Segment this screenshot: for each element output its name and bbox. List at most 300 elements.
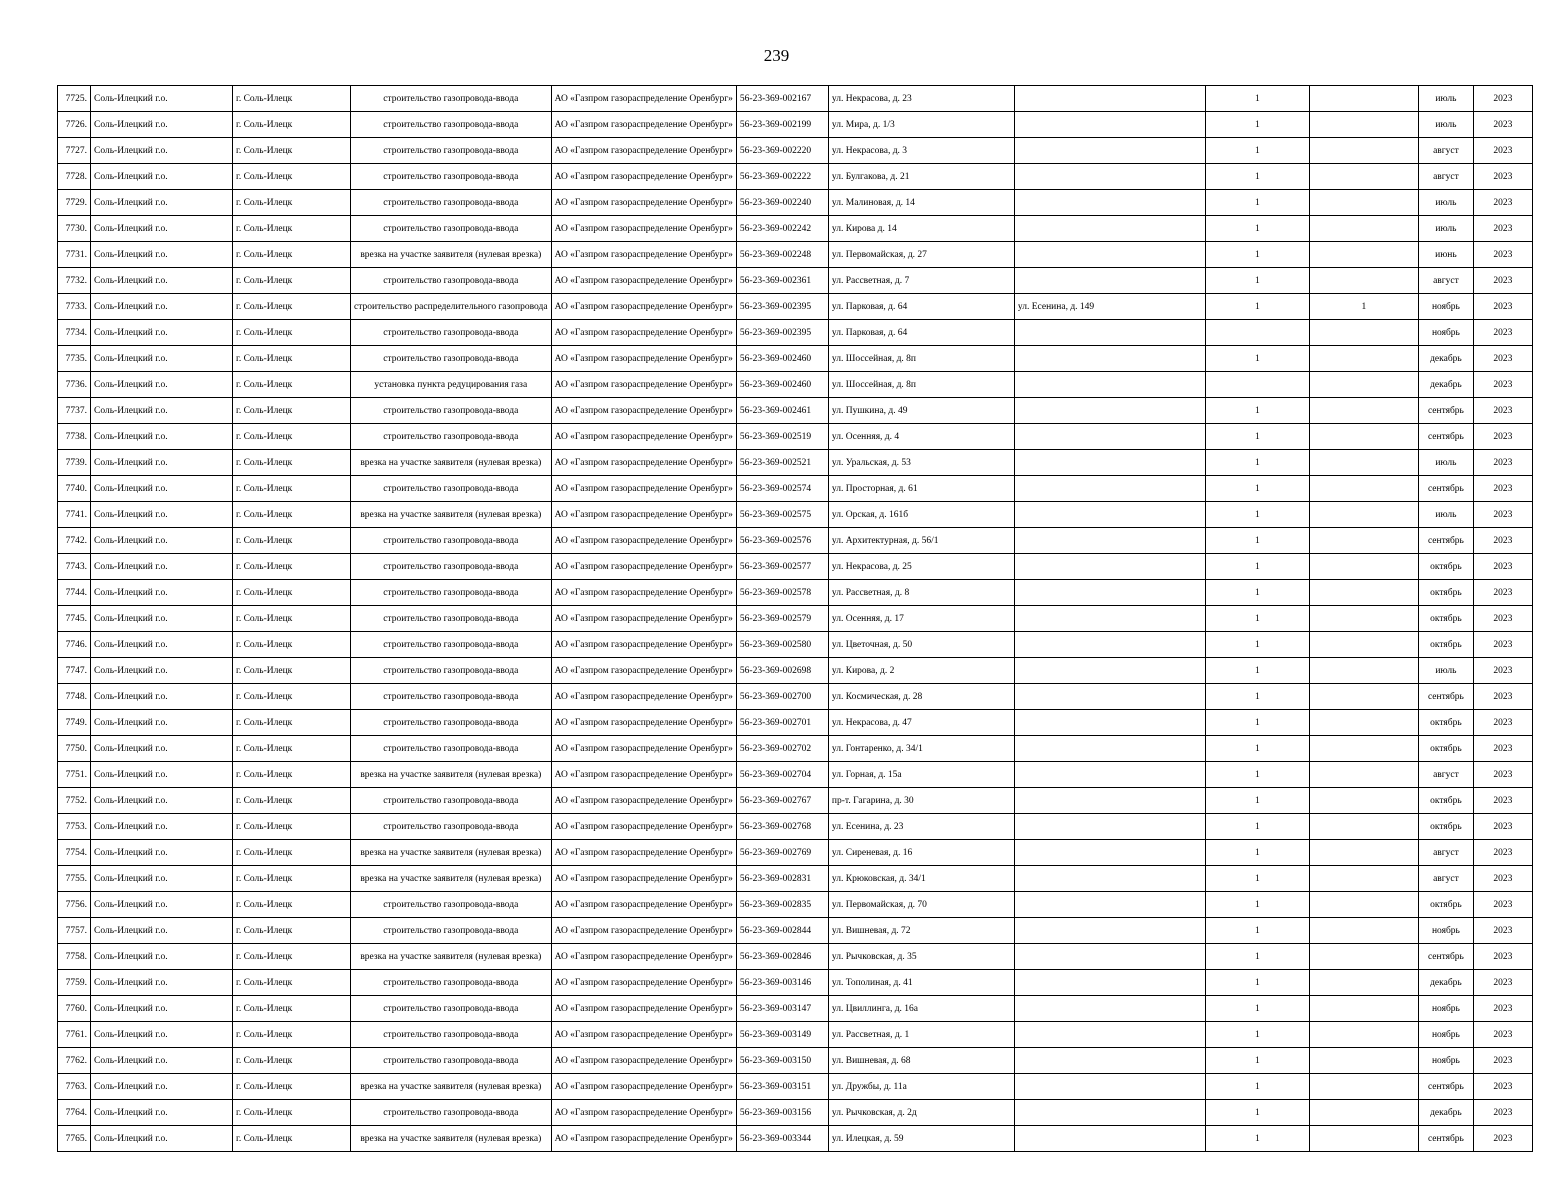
settlement-cell: г. Соль-Илецк: [233, 346, 351, 372]
quantity-cell: 1: [1205, 112, 1309, 138]
year-cell: 2023: [1473, 710, 1532, 736]
quantity-cell: 1: [1205, 814, 1309, 840]
request-code-cell: 56-23-369-002835: [736, 892, 828, 918]
table-row: [58, 138, 1533, 164]
quantity-cell: 1: [1205, 866, 1309, 892]
address-cell: ул. Некрасова, д. 47: [828, 710, 1014, 736]
settlement-cell: г. Соль-Илецк: [233, 710, 351, 736]
month-cell: ноябрь: [1418, 996, 1473, 1022]
month-cell: октябрь: [1418, 632, 1473, 658]
month-cell: декабрь: [1418, 372, 1473, 398]
quantity-cell: 1: [1205, 736, 1309, 762]
table-row: [58, 840, 1533, 866]
address-cell: ул. Парковая, д. 64: [828, 320, 1014, 346]
district-cell: Соль-Илецкий г.о.: [91, 450, 233, 476]
quantity-extra-cell: [1309, 892, 1418, 918]
organization-cell: АО «Газпром газораспределение Оренбург»: [551, 320, 736, 346]
organization-cell: АО «Газпром газораспределение Оренбург»: [551, 970, 736, 996]
quantity-extra-cell: [1309, 606, 1418, 632]
table-row: [58, 736, 1533, 762]
quantity-cell: 1: [1205, 918, 1309, 944]
table-row: [58, 658, 1533, 684]
month-cell: июль: [1418, 86, 1473, 112]
settlement-cell: г. Соль-Илецк: [233, 944, 351, 970]
row-number: 7748.: [58, 684, 91, 710]
settlement-cell: г. Соль-Илецк: [233, 372, 351, 398]
address-cell: ул. Малиновая, д. 14: [828, 190, 1014, 216]
organization-cell: АО «Газпром газораспределение Оренбург»: [551, 606, 736, 632]
work-type-cell: строительство газопровода-ввода: [351, 710, 552, 736]
request-code-cell: 56-23-369-002575: [736, 502, 828, 528]
district-cell: Соль-Илецкий г.о.: [91, 1022, 233, 1048]
row-number: 7736.: [58, 372, 91, 398]
row-number: 7742.: [58, 528, 91, 554]
work-type-cell: строительство газопровода-ввода: [351, 684, 552, 710]
year-cell: 2023: [1473, 840, 1532, 866]
quantity-cell: 1: [1205, 788, 1309, 814]
month-cell: ноябрь: [1418, 918, 1473, 944]
request-code-cell: 56-23-369-002361: [736, 268, 828, 294]
organization-cell: АО «Газпром газораспределение Оренбург»: [551, 242, 736, 268]
district-cell: Соль-Илецкий г.о.: [91, 294, 233, 320]
year-cell: 2023: [1473, 1074, 1532, 1100]
settlement-cell: г. Соль-Илецк: [233, 138, 351, 164]
request-code-cell: 56-23-369-002395: [736, 294, 828, 320]
row-number: 7745.: [58, 606, 91, 632]
settlement-cell: г. Соль-Илецк: [233, 580, 351, 606]
quantity-cell: 1: [1205, 242, 1309, 268]
work-type-cell: строительство распределительного газопровода: [351, 294, 552, 320]
address-extra-cell: [1014, 190, 1205, 216]
quantity-extra-cell: [1309, 164, 1418, 190]
settlement-cell: г. Соль-Илецк: [233, 294, 351, 320]
row-number: 7759.: [58, 970, 91, 996]
table-row: [58, 424, 1533, 450]
table-row: [58, 450, 1533, 476]
table-row: [58, 606, 1533, 632]
row-number: 7753.: [58, 814, 91, 840]
request-code-cell: 56-23-369-002577: [736, 554, 828, 580]
year-cell: 2023: [1473, 216, 1532, 242]
table-body: [58, 86, 1533, 1152]
quantity-extra-cell: [1309, 788, 1418, 814]
work-type-cell: врезка на участке заявителя (нулевая врезка): [351, 944, 552, 970]
quantity-cell: 1: [1205, 970, 1309, 996]
year-cell: 2023: [1473, 372, 1532, 398]
settlement-cell: г. Соль-Илецк: [233, 606, 351, 632]
quantity-extra-cell: [1309, 996, 1418, 1022]
year-cell: 2023: [1473, 944, 1532, 970]
address-extra-cell: [1014, 554, 1205, 580]
district-cell: Соль-Илецкий г.о.: [91, 632, 233, 658]
address-extra-cell: [1014, 164, 1205, 190]
quantity-cell: 1: [1205, 86, 1309, 112]
request-code-cell: 56-23-369-002248: [736, 242, 828, 268]
year-cell: 2023: [1473, 164, 1532, 190]
quantity-extra-cell: [1309, 138, 1418, 164]
address-cell: ул. Первомайская, д. 27: [828, 242, 1014, 268]
quantity-cell: 1: [1205, 1126, 1309, 1152]
row-number: 7762.: [58, 1048, 91, 1074]
quantity-cell: 1: [1205, 996, 1309, 1022]
table-row: [58, 970, 1533, 996]
address-cell: ул. Осенняя, д. 17: [828, 606, 1014, 632]
row-number: 7761.: [58, 1022, 91, 1048]
work-type-cell: строительство газопровода-ввода: [351, 996, 552, 1022]
district-cell: Соль-Илецкий г.о.: [91, 892, 233, 918]
address-extra-cell: [1014, 502, 1205, 528]
organization-cell: АО «Газпром газораспределение Оренбург»: [551, 138, 736, 164]
work-type-cell: врезка на участке заявителя (нулевая врезка): [351, 450, 552, 476]
year-cell: 2023: [1473, 86, 1532, 112]
district-cell: Соль-Илецкий г.о.: [91, 684, 233, 710]
address-extra-cell: ул. Есенина, д. 149: [1014, 294, 1205, 320]
address-extra-cell: [1014, 632, 1205, 658]
district-cell: Соль-Илецкий г.о.: [91, 970, 233, 996]
row-number: 7744.: [58, 580, 91, 606]
organization-cell: АО «Газпром газораспределение Оренбург»: [551, 866, 736, 892]
settlement-cell: г. Соль-Илецк: [233, 216, 351, 242]
work-type-cell: строительство газопровода-ввода: [351, 1100, 552, 1126]
request-code-cell: 56-23-369-002704: [736, 762, 828, 788]
address-extra-cell: [1014, 710, 1205, 736]
organization-cell: АО «Газпром газораспределение Оренбург»: [551, 1022, 736, 1048]
settlement-cell: г. Соль-Илецк: [233, 918, 351, 944]
month-cell: сентябрь: [1418, 398, 1473, 424]
year-cell: 2023: [1473, 242, 1532, 268]
request-code-cell: 56-23-369-002521: [736, 450, 828, 476]
year-cell: 2023: [1473, 632, 1532, 658]
settlement-cell: г. Соль-Илецк: [233, 502, 351, 528]
address-extra-cell: [1014, 866, 1205, 892]
table-row: [58, 762, 1533, 788]
address-cell: ул. Шоссейная, д. 8п: [828, 346, 1014, 372]
settlement-cell: г. Соль-Илецк: [233, 970, 351, 996]
quantity-extra-cell: 1: [1309, 294, 1418, 320]
organization-cell: АО «Газпром газораспределение Оренбург»: [551, 840, 736, 866]
address-cell: ул. Сиреневая, д. 16: [828, 840, 1014, 866]
work-type-cell: строительство газопровода-ввода: [351, 580, 552, 606]
quantity-extra-cell: [1309, 424, 1418, 450]
request-code-cell: 56-23-369-002700: [736, 684, 828, 710]
request-code-cell: 56-23-369-002769: [736, 840, 828, 866]
address-extra-cell: [1014, 112, 1205, 138]
table-row: [58, 866, 1533, 892]
quantity-extra-cell: [1309, 840, 1418, 866]
address-extra-cell: [1014, 268, 1205, 294]
year-cell: 2023: [1473, 398, 1532, 424]
organization-cell: АО «Газпром газораспределение Оренбург»: [551, 216, 736, 242]
address-extra-cell: [1014, 1074, 1205, 1100]
work-type-cell: строительство газопровода-ввода: [351, 346, 552, 372]
district-cell: Соль-Илецкий г.о.: [91, 788, 233, 814]
year-cell: 2023: [1473, 892, 1532, 918]
address-cell: ул. Парковая, д. 64: [828, 294, 1014, 320]
month-cell: сентябрь: [1418, 476, 1473, 502]
quantity-extra-cell: [1309, 346, 1418, 372]
address-cell: ул. Просторная, д. 61: [828, 476, 1014, 502]
request-code-cell: 56-23-369-002519: [736, 424, 828, 450]
work-type-cell: строительство газопровода-ввода: [351, 268, 552, 294]
table-row: [58, 1126, 1533, 1152]
district-cell: Соль-Илецкий г.о.: [91, 190, 233, 216]
quantity-cell: 1: [1205, 138, 1309, 164]
work-type-cell: строительство газопровода-ввода: [351, 164, 552, 190]
work-type-cell: строительство газопровода-ввода: [351, 424, 552, 450]
organization-cell: АО «Газпром газораспределение Оренбург»: [551, 736, 736, 762]
organization-cell: АО «Газпром газораспределение Оренбург»: [551, 164, 736, 190]
row-number: 7751.: [58, 762, 91, 788]
request-code-cell: 56-23-369-002460: [736, 372, 828, 398]
request-code-cell: 56-23-369-002220: [736, 138, 828, 164]
address-extra-cell: [1014, 788, 1205, 814]
address-cell: ул. Есенина, д. 23: [828, 814, 1014, 840]
month-cell: декабрь: [1418, 346, 1473, 372]
settlement-cell: г. Соль-Илецк: [233, 450, 351, 476]
month-cell: июль: [1418, 190, 1473, 216]
district-cell: Соль-Илецкий г.о.: [91, 1100, 233, 1126]
address-extra-cell: [1014, 580, 1205, 606]
quantity-extra-cell: [1309, 684, 1418, 710]
row-number: 7738.: [58, 424, 91, 450]
settlement-cell: г. Соль-Илецк: [233, 1100, 351, 1126]
quantity-extra-cell: [1309, 268, 1418, 294]
year-cell: 2023: [1473, 866, 1532, 892]
row-number: 7739.: [58, 450, 91, 476]
quantity-cell: 1: [1205, 346, 1309, 372]
district-cell: Соль-Илецкий г.о.: [91, 1126, 233, 1152]
organization-cell: АО «Газпром газораспределение Оренбург»: [551, 658, 736, 684]
organization-cell: АО «Газпром газораспределение Оренбург»: [551, 580, 736, 606]
year-cell: 2023: [1473, 658, 1532, 684]
address-cell: ул. Цветочная, д. 50: [828, 632, 1014, 658]
row-number: 7733.: [58, 294, 91, 320]
district-cell: Соль-Илецкий г.о.: [91, 762, 233, 788]
work-type-cell: строительство газопровода-ввода: [351, 632, 552, 658]
table-row: [58, 502, 1533, 528]
row-number: 7758.: [58, 944, 91, 970]
request-code-cell: 56-23-369-002199: [736, 112, 828, 138]
district-cell: Соль-Илецкий г.о.: [91, 1048, 233, 1074]
quantity-cell: 1: [1205, 1022, 1309, 1048]
row-number: 7749.: [58, 710, 91, 736]
quantity-cell: 1: [1205, 1100, 1309, 1126]
address-cell: ул. Рычковская, д. 2д: [828, 1100, 1014, 1126]
district-cell: Соль-Илецкий г.о.: [91, 996, 233, 1022]
district-cell: Соль-Илецкий г.о.: [91, 372, 233, 398]
row-number: 7746.: [58, 632, 91, 658]
row-number: 7741.: [58, 502, 91, 528]
quantity-cell: 1: [1205, 398, 1309, 424]
address-cell: ул. Орская, д. 161б: [828, 502, 1014, 528]
address-extra-cell: [1014, 1048, 1205, 1074]
work-type-cell: установка пункта редуцирования газа: [351, 372, 552, 398]
address-cell: ул. Шоссейная, д. 8п: [828, 372, 1014, 398]
request-code-cell: 56-23-369-003344: [736, 1126, 828, 1152]
table-row: [58, 554, 1533, 580]
address-extra-cell: [1014, 372, 1205, 398]
month-cell: август: [1418, 164, 1473, 190]
year-cell: 2023: [1473, 528, 1532, 554]
quantity-extra-cell: [1309, 658, 1418, 684]
quantity-cell: [1205, 372, 1309, 398]
table-row: [58, 918, 1533, 944]
month-cell: сентябрь: [1418, 684, 1473, 710]
request-code-cell: 56-23-369-002698: [736, 658, 828, 684]
work-type-cell: строительство газопровода-ввода: [351, 970, 552, 996]
year-cell: 2023: [1473, 580, 1532, 606]
organization-cell: АО «Газпром газораспределение Оренбург»: [551, 86, 736, 112]
settlement-cell: г. Соль-Илецк: [233, 86, 351, 112]
address-extra-cell: [1014, 424, 1205, 450]
request-code-cell: 56-23-369-002576: [736, 528, 828, 554]
settlement-cell: г. Соль-Илецк: [233, 398, 351, 424]
quantity-extra-cell: [1309, 242, 1418, 268]
settlement-cell: г. Соль-Илецк: [233, 788, 351, 814]
organization-cell: АО «Газпром газораспределение Оренбург»: [551, 996, 736, 1022]
month-cell: август: [1418, 840, 1473, 866]
quantity-extra-cell: [1309, 554, 1418, 580]
month-cell: ноябрь: [1418, 294, 1473, 320]
month-cell: сентябрь: [1418, 424, 1473, 450]
row-number: 7730.: [58, 216, 91, 242]
address-cell: ул. Крюковская, д. 34/1: [828, 866, 1014, 892]
organization-cell: АО «Газпром газораспределение Оренбург»: [551, 424, 736, 450]
address-cell: ул. Кирова, д. 2: [828, 658, 1014, 684]
request-code-cell: 56-23-369-002240: [736, 190, 828, 216]
district-cell: Соль-Илецкий г.о.: [91, 86, 233, 112]
quantity-extra-cell: [1309, 476, 1418, 502]
district-cell: Соль-Илецкий г.о.: [91, 502, 233, 528]
request-code-cell: 56-23-369-002222: [736, 164, 828, 190]
year-cell: 2023: [1473, 346, 1532, 372]
address-cell: ул. Архитектурная, д. 56/1: [828, 528, 1014, 554]
address-extra-cell: [1014, 944, 1205, 970]
address-cell: ул. Пушкина, д. 49: [828, 398, 1014, 424]
address-cell: ул. Горная, д. 15а: [828, 762, 1014, 788]
request-code-cell: 56-23-369-003147: [736, 996, 828, 1022]
work-type-cell: врезка на участке заявителя (нулевая врезка): [351, 762, 552, 788]
quantity-extra-cell: [1309, 580, 1418, 606]
organization-cell: АО «Газпром газораспределение Оренбург»: [551, 632, 736, 658]
month-cell: июль: [1418, 502, 1473, 528]
year-cell: 2023: [1473, 1126, 1532, 1152]
quantity-extra-cell: [1309, 398, 1418, 424]
settlement-cell: г. Соль-Илецк: [233, 164, 351, 190]
organization-cell: АО «Газпром газораспределение Оренбург»: [551, 476, 736, 502]
district-cell: Соль-Илецкий г.о.: [91, 866, 233, 892]
month-cell: октябрь: [1418, 736, 1473, 762]
address-cell: ул. Некрасова, д. 3: [828, 138, 1014, 164]
address-extra-cell: [1014, 216, 1205, 242]
settlement-cell: г. Соль-Илецк: [233, 684, 351, 710]
row-number: 7750.: [58, 736, 91, 762]
year-cell: 2023: [1473, 476, 1532, 502]
work-type-cell: строительство газопровода-ввода: [351, 606, 552, 632]
settlement-cell: г. Соль-Илецк: [233, 190, 351, 216]
quantity-extra-cell: [1309, 866, 1418, 892]
work-type-cell: строительство газопровода-ввода: [351, 476, 552, 502]
year-cell: 2023: [1473, 970, 1532, 996]
row-number: 7737.: [58, 398, 91, 424]
address-cell: ул. Кирова д. 14: [828, 216, 1014, 242]
quantity-cell: 1: [1205, 1048, 1309, 1074]
address-extra-cell: [1014, 398, 1205, 424]
address-cell: ул. Тополиная, д. 41: [828, 970, 1014, 996]
organization-cell: АО «Газпром газораспределение Оренбург»: [551, 190, 736, 216]
district-cell: Соль-Илецкий г.о.: [91, 112, 233, 138]
work-type-cell: строительство газопровода-ввода: [351, 86, 552, 112]
quantity-cell: 1: [1205, 190, 1309, 216]
address-cell: ул. Первомайская, д. 70: [828, 892, 1014, 918]
row-number: 7743.: [58, 554, 91, 580]
organization-cell: АО «Газпром газораспределение Оренбург»: [551, 892, 736, 918]
work-type-cell: строительство газопровода-ввода: [351, 814, 552, 840]
address-cell: ул. Уральская, д. 53: [828, 450, 1014, 476]
table-row: [58, 216, 1533, 242]
organization-cell: АО «Газпром газораспределение Оренбург»: [551, 710, 736, 736]
table-row: [58, 632, 1533, 658]
work-type-cell: строительство газопровода-ввода: [351, 554, 552, 580]
settlement-cell: г. Соль-Илецк: [233, 1074, 351, 1100]
settlement-cell: г. Соль-Илецк: [233, 658, 351, 684]
address-cell: ул. Рассветная, д. 8: [828, 580, 1014, 606]
row-number: 7765.: [58, 1126, 91, 1152]
month-cell: октябрь: [1418, 788, 1473, 814]
request-code-cell: 56-23-369-003150: [736, 1048, 828, 1074]
quantity-extra-cell: [1309, 710, 1418, 736]
month-cell: июль: [1418, 216, 1473, 242]
year-cell: 2023: [1473, 112, 1532, 138]
address-cell: ул. Рассветная, д. 7: [828, 268, 1014, 294]
year-cell: 2023: [1473, 762, 1532, 788]
year-cell: 2023: [1473, 424, 1532, 450]
row-number: 7760.: [58, 996, 91, 1022]
quantity-extra-cell: [1309, 502, 1418, 528]
request-code-cell: 56-23-369-002580: [736, 632, 828, 658]
work-type-cell: строительство газопровода-ввода: [351, 138, 552, 164]
year-cell: 2023: [1473, 450, 1532, 476]
district-cell: Соль-Илецкий г.о.: [91, 710, 233, 736]
table-row: [58, 1022, 1533, 1048]
row-number: 7763.: [58, 1074, 91, 1100]
quantity-cell: 1: [1205, 684, 1309, 710]
settlement-cell: г. Соль-Илецк: [233, 866, 351, 892]
address-extra-cell: [1014, 86, 1205, 112]
address-extra-cell: [1014, 840, 1205, 866]
quantity-extra-cell: [1309, 190, 1418, 216]
year-cell: 2023: [1473, 1100, 1532, 1126]
organization-cell: АО «Газпром газораспределение Оренбург»: [551, 918, 736, 944]
table-row: [58, 190, 1533, 216]
quantity-cell: 1: [1205, 632, 1309, 658]
quantity-cell: 1: [1205, 892, 1309, 918]
table-row: [58, 476, 1533, 502]
address-cell: ул. Илецкая, д. 59: [828, 1126, 1014, 1152]
month-cell: ноябрь: [1418, 1022, 1473, 1048]
address-extra-cell: [1014, 320, 1205, 346]
table-row: [58, 320, 1533, 346]
organization-cell: АО «Газпром газораспределение Оренбург»: [551, 528, 736, 554]
address-cell: ул. Вишневая, д. 72: [828, 918, 1014, 944]
organization-cell: АО «Газпром газораспределение Оренбург»: [551, 398, 736, 424]
settlement-cell: г. Соль-Илецк: [233, 632, 351, 658]
month-cell: октябрь: [1418, 554, 1473, 580]
address-cell: ул. Космическая, д. 28: [828, 684, 1014, 710]
table-row: [58, 268, 1533, 294]
row-number: 7747.: [58, 658, 91, 684]
month-cell: октябрь: [1418, 710, 1473, 736]
